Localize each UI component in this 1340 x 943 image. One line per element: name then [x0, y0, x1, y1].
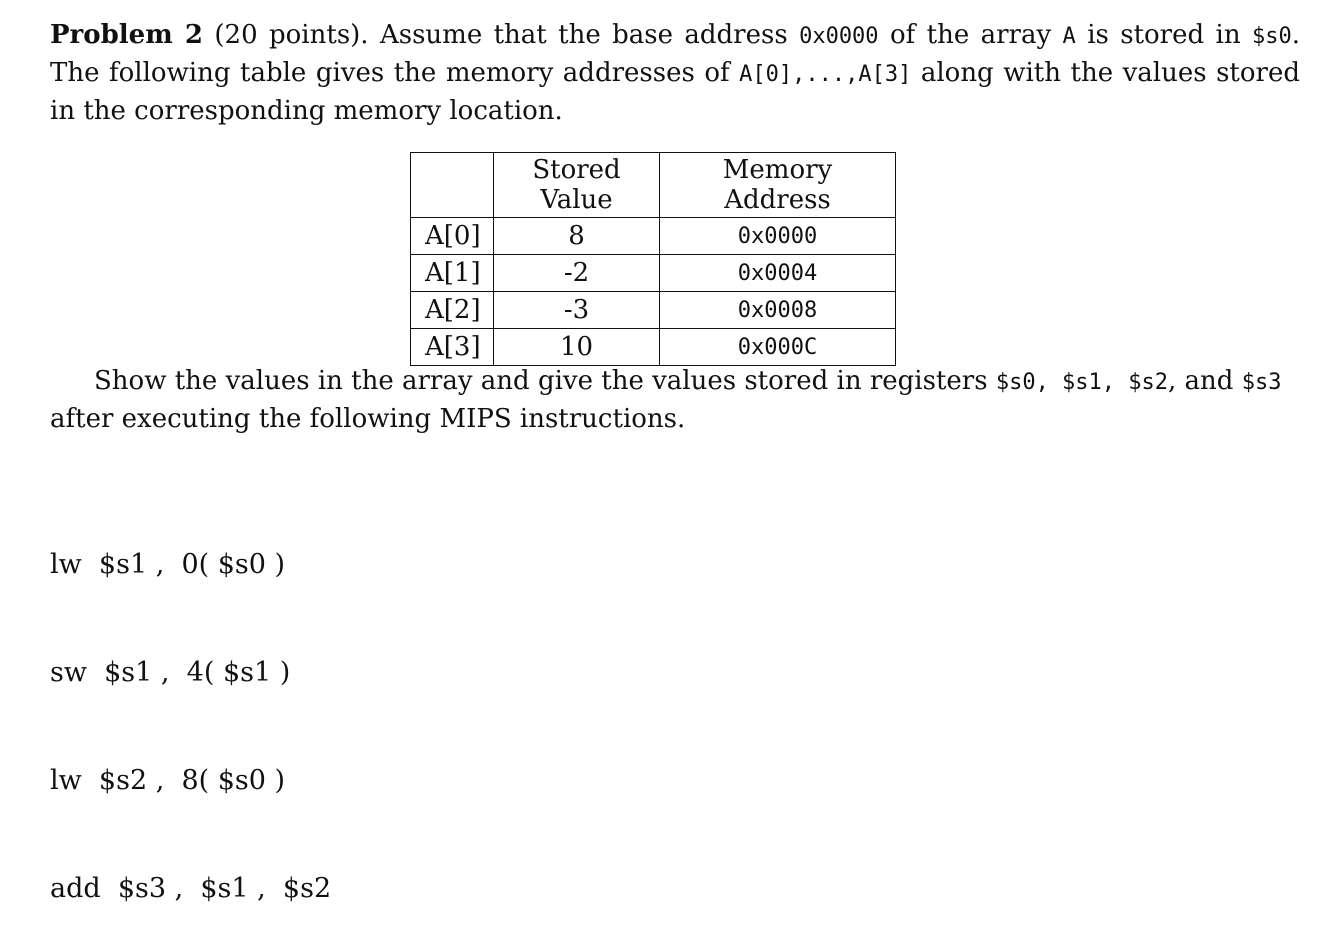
base-address: 0x0000: [799, 24, 879, 49]
base-register: $s0: [1252, 24, 1292, 49]
table-header-memory-address: Memory Address: [660, 153, 896, 218]
memory-address-text: 0x000C: [737, 335, 818, 360]
memory-address: [660, 255, 896, 292]
row-label: A[2]: [411, 292, 494, 329]
table-header-stored-value: Stored Value: [494, 153, 660, 218]
memory-address-text: 0x0008: [737, 298, 818, 323]
show-text-2: , and: [1168, 366, 1242, 396]
intro-text-1: Assume that the base address: [368, 20, 800, 50]
intro-text-2: of the array: [878, 20, 1063, 50]
problem-statement: [50, 17, 1300, 129]
table-row: [411, 329, 896, 366]
show-text-3: after executing the following MIPS instructions.: [50, 404, 686, 434]
show-text-1: Show the values in the array and give the values stored in registers: [94, 366, 996, 396]
memory-address-text: 0x0000: [737, 224, 818, 249]
code-line: add $s3 , $s1 , $s2: [50, 873, 332, 904]
memory-address: [660, 292, 896, 329]
stored-value: -2: [494, 255, 660, 292]
array-name: A: [1062, 24, 1076, 49]
points-label: (20 points).: [214, 20, 369, 50]
instruction-prompt: [50, 363, 1302, 437]
memory-address-text: 0x0004: [737, 261, 818, 286]
memory-address: [660, 218, 896, 255]
code-line: sw $s1 , 4( $s1 ): [50, 657, 291, 688]
memory-table: [410, 152, 896, 366]
memory-address: [660, 329, 896, 366]
stored-value: 10: [494, 329, 660, 366]
intro-text-4: . The following table gives the memory addresses of: [50, 20, 1301, 88]
code-line: lw $s1 , 0( $s0 ): [50, 549, 286, 580]
intro-text-5: along with the values stored in the corresponding memory location.: [50, 58, 1300, 126]
row-label: A[0]: [411, 218, 494, 255]
table-row: [411, 255, 896, 292]
stored-value: -3: [494, 292, 660, 329]
intro-text-3: is stored in: [1075, 20, 1252, 50]
table-row: [411, 218, 896, 255]
register-list: $s0, $s1, $s2: [995, 370, 1169, 395]
code-line: lw $s2 , 8( $s0 ): [50, 765, 286, 796]
array-range: A[0],...,A[3]: [739, 62, 912, 87]
table-row: [411, 292, 896, 329]
row-label: A[3]: [411, 329, 494, 366]
problem-label: Problem 2: [50, 20, 203, 50]
register-s3: $s3: [1241, 370, 1282, 395]
row-label: A[1]: [411, 255, 494, 292]
mips-code-block: [50, 475, 331, 943]
stored-value: 8: [494, 218, 660, 255]
table-header-blank: [411, 153, 494, 218]
table-header-row: [411, 153, 896, 218]
